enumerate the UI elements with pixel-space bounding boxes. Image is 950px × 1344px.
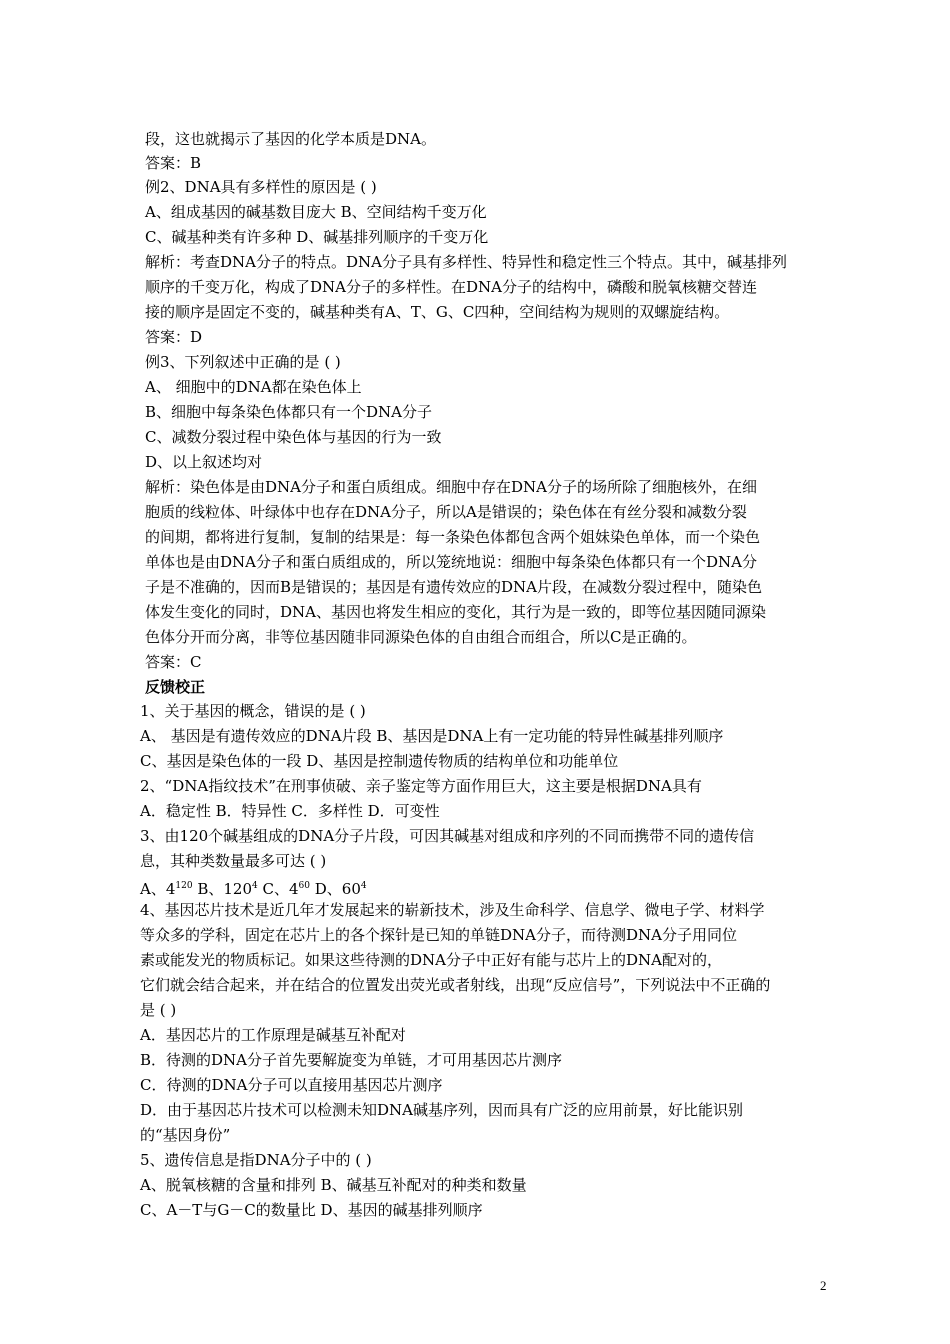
option-a: A、4 xyxy=(140,880,176,898)
text-line: C．待测的DNA分子可以直接用基因芯片测序 xyxy=(140,1076,443,1094)
text-line: A、组成基因的碱基数目庞大 B、空间结构千变万化 xyxy=(145,203,487,221)
text-line: C、减数分裂过程中染色体与基因的行为一致 xyxy=(145,428,442,446)
text-line: A．稳定性 B．特异性 C．多样性 D．可变性 xyxy=(140,802,440,820)
section-title: 反馈校正 xyxy=(145,678,206,696)
text-line: 1、关于基因的概念，错误的是 ( ) xyxy=(140,702,366,720)
text-line: 接的顺序是固定不变的，碱基种类有A、T、G、C四种，空间结构为规则的双螺旋结构。 xyxy=(145,303,730,321)
text-line: 答案：B xyxy=(145,154,202,172)
text-line: 的“基因身份” xyxy=(140,1126,231,1144)
text-line: 3、由120个碱基组成的DNA分子片段，可因其碱基对组成和序列的不同而携带不同的遗传信 xyxy=(140,827,755,845)
text-line: 5、遗传信息是指DNA分子中的 ( ) xyxy=(140,1151,372,1169)
text-line: C、基因是染色体的一段 D、基因是控制遗传物质的结构单位和功能单位 xyxy=(140,752,619,770)
text-line: A．基因芯片的工作原理是碱基互补配对 xyxy=(140,1026,406,1044)
text-line: 解析：染色体是由DNA分子和蛋白质组成。细胞中存在DNA分子的场所除了细胞核外，在细 xyxy=(145,478,757,496)
text-line: 的间期，都将进行复制，复制的结果是：每一条染色体都包含两个姐妹染色单体，而一个染色 xyxy=(145,528,761,546)
option-d-exponent: 4 xyxy=(360,881,367,891)
text-line: 例3、下列叙述中正确的是 ( ) xyxy=(145,353,341,371)
text-line: A、 细胞中的DNA都在染色体上 xyxy=(145,378,362,396)
text-line: 是 ( ) xyxy=(140,1001,177,1019)
text-line: 息，其种类数量最多可达 ( ) xyxy=(140,852,327,870)
text-line: 答案：C xyxy=(145,653,202,671)
text-line: 4、基因芯片技术是近几年才发展起来的崭新技术，涉及生命科学、信息学、微电子学、材料学 xyxy=(140,901,765,919)
text-line: B．待测的DNA分子首先要解旋变为单链，才可用基因芯片测序 xyxy=(140,1051,563,1069)
text-line: A、 基因是有遗传效应的DNA片段 B、基因是DNA上有一定功能的特异性碱基排列顺序 xyxy=(140,727,724,745)
text-line: 例2、DNA具有多样性的原因是 ( ) xyxy=(145,178,377,196)
text-line: 段，这也就揭示了基因的化学本质是DNA。 xyxy=(145,130,436,148)
option-b: B、120 xyxy=(192,880,252,898)
text-line: 答案：D xyxy=(145,328,203,346)
option-c: C、4 xyxy=(257,880,299,898)
text-line: 等众多的学科，固定在芯片上的各个探针是已知的单链DNA分子，而待测DNA分子用同位 xyxy=(140,926,737,944)
text-line: D、以上叙述均对 xyxy=(145,453,263,471)
text-line: 子是不准确的，因而B是错误的；基因是有遗传效应的DNA片段，在减数分裂过程中，随染色 xyxy=(145,578,763,596)
text-line: C、碱基种类有许多种 D、碱基排列顺序的千变万化 xyxy=(145,228,489,246)
text-line: D．由于基因芯片技术可以检测未知DNA碱基序列，因而具有广泛的应用前景，好比能识别 xyxy=(140,1101,744,1119)
text-line: 2、“DNA指纹技术”在刑事侦破、亲子鉴定等方面作用巨大，这主要是根据DNA具有 xyxy=(140,777,702,795)
text-line: 解析：考查DNA分子的特点。DNA分子具有多样性、特异性和稳定性三个特点。其中，碱基排列 xyxy=(145,253,787,271)
text-line: 胞质的线粒体、叶绿体中也存在DNA分子，所以A是错误的；染色体在有丝分裂和减数分裂 xyxy=(145,503,747,521)
option-a-exponent: 120 xyxy=(175,881,193,891)
text-line: 单体也是由DNA分子和蛋白质组成的，所以笼统地说：细胞中每条染色体都只有一个DNA分 xyxy=(145,553,757,571)
text-line: A、脱氧核糖的含量和排列 B、碱基互补配对的种类和数量 xyxy=(140,1176,527,1194)
text-line: 素或能发光的物质标记。如果这些待测的DNA分子中正好有能与芯片上的DNA配对的， xyxy=(140,951,722,969)
option-b-exponent: 4 xyxy=(252,881,258,891)
text-line: 色体分开而分离，非等位基因随非同源染色体的自由组合而组合，所以C是正确的。 xyxy=(145,628,697,646)
page-number: 2 xyxy=(820,1278,827,1293)
option-c-exponent: 60 xyxy=(298,881,310,891)
text-line: C、A－T与G－C的数量比 D、基因的碱基排列顺序 xyxy=(140,1201,483,1219)
text-line: 体发生变化的同时，DNA、基因也将发生相应的变化，其行为是一致的，即等位基因随同源染 xyxy=(145,603,766,621)
text-line: 顺序的千变万化，构成了DNA分子的多样性。在DNA分子的结构中，磷酸和脱氧核糖交替连 xyxy=(145,278,757,296)
q3-options xyxy=(140,876,367,899)
text-line: 它们就会结合起来，并在结合的位置发出荧光或者射线，出现“反应信号”，下列说法中不正确的 xyxy=(140,976,771,994)
text-line: B、细胞中每条染色体都只有一个DNA分子 xyxy=(145,403,433,421)
option-d: D、60 xyxy=(309,880,361,898)
